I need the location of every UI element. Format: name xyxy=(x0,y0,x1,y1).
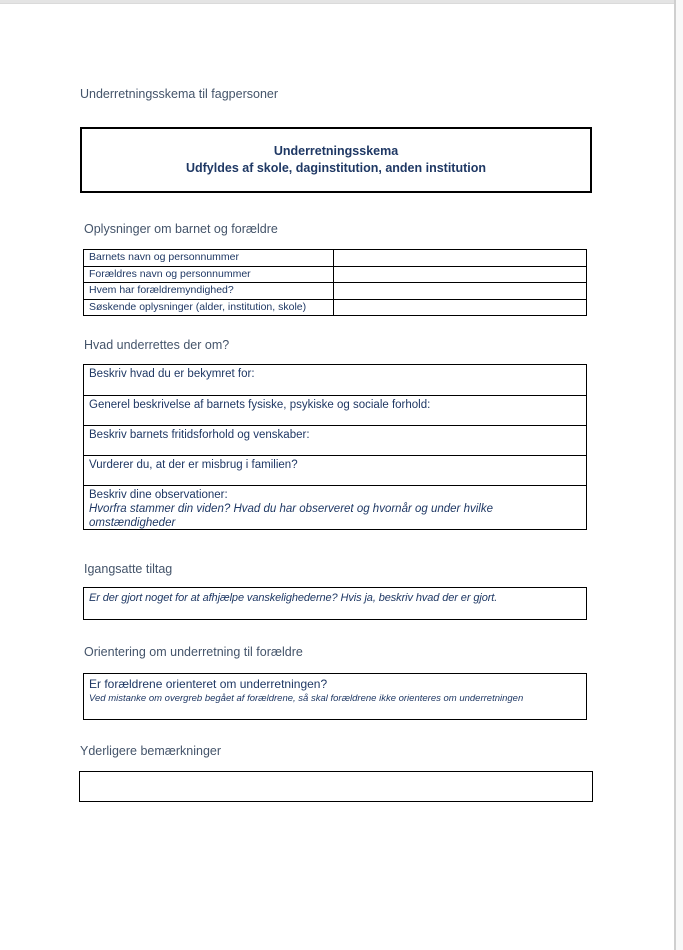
section-title-remarks: Yderligere bemærkninger xyxy=(80,744,222,758)
concern-row-worry[interactable] xyxy=(84,365,586,395)
child-info-table xyxy=(83,249,587,316)
row-label-parents-name: Forældres navn og personnummer xyxy=(84,267,334,283)
section-title-concern: Hvad underrettes der om? xyxy=(84,338,230,352)
concern-row-observations[interactable] xyxy=(84,485,586,529)
parents-prompt: Er forældrene orienteret om underretningen? xyxy=(89,677,328,691)
row-label-child-name: Barnets navn og personnummer xyxy=(84,250,334,266)
table-row xyxy=(84,282,586,299)
form-header-line2: Udfyldes af skole, daginstitution, anden institution xyxy=(185,161,486,175)
answer-cell-siblings[interactable] xyxy=(334,300,586,316)
concern-prompt: Vurderer du, at der er misbrug i familien? xyxy=(89,459,298,471)
concern-prompt: Beskriv barnets fritidsforhold og venskaber: xyxy=(89,429,310,441)
section-title-child-info: Oplysninger om barnet og forældre xyxy=(84,222,278,236)
concern-prompt: Beskriv dine observationer: xyxy=(89,489,228,501)
answer-cell-parents-name[interactable] xyxy=(334,267,586,283)
page-right-edge-line xyxy=(674,0,676,950)
concern-prompt: Beskriv hvad du er bekymret for: xyxy=(89,368,255,380)
parents-note: Ved mistanke om overgreb begået af forældrene, så skal forældrene ikke orienteres om underretningen xyxy=(89,693,524,704)
parents-input-box[interactable] xyxy=(83,673,587,720)
concern-observations-note: Hvorfra stammer din viden? Hvad du har observeret og hvornår og under hvilke omstændigheder xyxy=(89,503,493,529)
document-title: Underretningsskema til fagpersoner xyxy=(80,87,279,101)
page-right-gutter xyxy=(676,0,683,950)
remarks-input-box[interactable] xyxy=(79,771,593,802)
table-row xyxy=(84,250,586,266)
measures-prompt: Er der gjort noget for at afhjælpe vanskelighederne? Hvis ja, beskriv hvad der er gjort. xyxy=(89,592,498,604)
answer-cell-custody[interactable] xyxy=(334,283,586,299)
viewport-top-edge xyxy=(0,0,683,4)
concern-row-abuse[interactable] xyxy=(84,455,586,485)
table-row xyxy=(84,266,586,283)
measures-input-box[interactable] xyxy=(83,587,587,620)
concern-table xyxy=(83,364,587,530)
section-title-measures: Igangsatte tiltag xyxy=(84,562,173,576)
concern-prompt: Generel beskrivelse af barnets fysiske, psykiske og sociale forhold: xyxy=(89,399,431,411)
concern-row-general[interactable] xyxy=(84,395,586,425)
concern-row-leisure[interactable] xyxy=(84,425,586,455)
answer-cell-child-name[interactable] xyxy=(334,250,586,266)
form-header-box xyxy=(80,127,592,193)
section-title-parents: Orientering om underretning til forældre xyxy=(84,645,303,659)
form-header-line1: Underretningsskema xyxy=(273,143,399,158)
table-row xyxy=(84,299,586,316)
row-label-siblings: Søskende oplysninger (alder, institution, skole) xyxy=(84,300,334,316)
row-label-custody: Hvem har forældremyndighed? xyxy=(84,283,334,299)
